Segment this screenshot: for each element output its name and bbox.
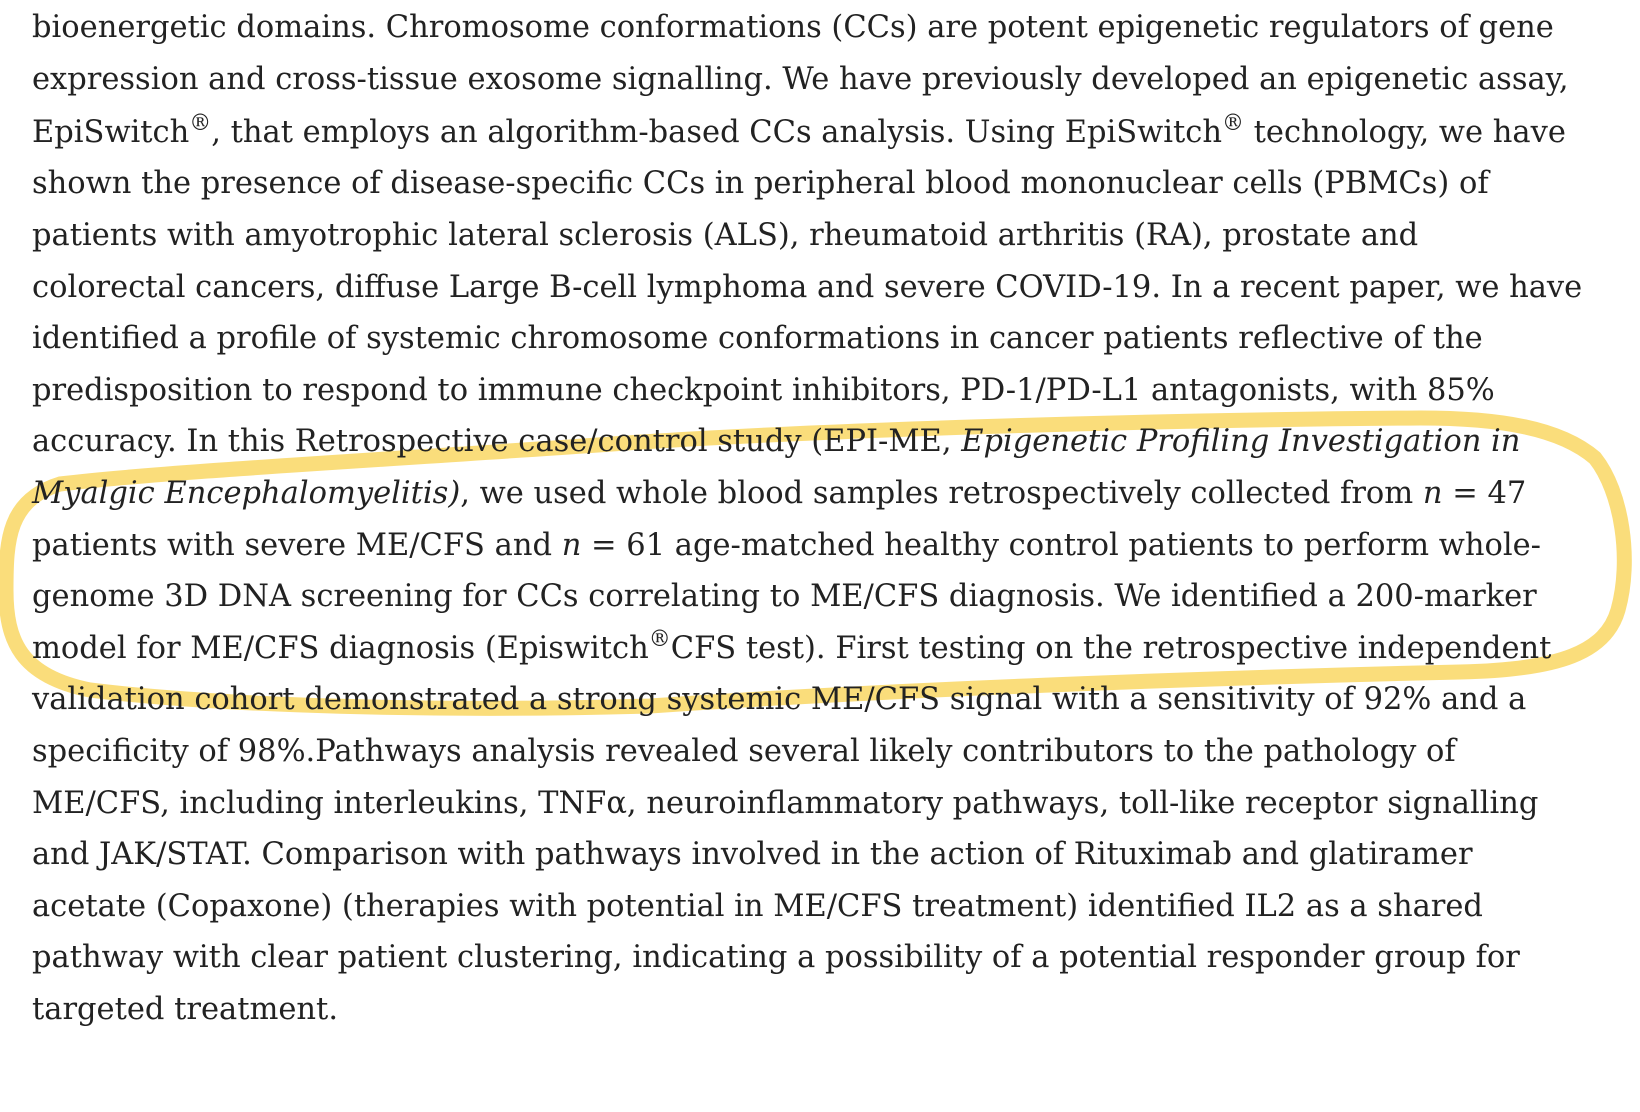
paragraph-line: colorectal cancers, diffuse Large B-cell lymphoma and severe COVID-19. In a recent paper, we have (32, 270, 1583, 305)
paragraph-line: validation cohort demonstrated a strong systemic ME/CFS signal with a sensitivity of 92% and a (32, 682, 1527, 717)
paragraph-line: genome 3D DNA screening for CCs correlating to ME/CFS diagnosis. We identified a 200-marker (32, 579, 1537, 614)
paragraph-line: accuracy. In this Retrospective case/control study (EPI-ME, Epigenetic Profiling Investigation in (32, 424, 1521, 459)
registered-mark: ® (648, 626, 671, 652)
paragraph-line: acetate (Copaxone) (therapies with potential in ME/CFS treatment) identified IL2 as a shared (32, 889, 1483, 924)
paragraph-line: patients with severe ME/CFS and n = 61 age-matched healthy control patients to perform whole- (32, 528, 1541, 563)
paragraph-line: EpiSwitch®, that employs an algorithm-based CCs analysis. Using EpiSwitch® technology, we have (32, 110, 1566, 150)
italic-study-name: Epigenetic Profiling Investigation in (961, 424, 1521, 459)
paragraph-line: pathway with clear patient clustering, indicating a possibility of a potential responder group for (32, 940, 1520, 975)
paragraph-line: shown the presence of disease-specific CCs in peripheral blood mononuclear cells (PBMCs) of (32, 166, 1489, 201)
registered-mark: ® (189, 110, 212, 136)
paragraph-line: identified a profile of systemic chromosome conformations in cancer patients reflective of the (32, 321, 1483, 356)
paragraph-line: Myalgic Encephalomyelitis), we used whole blood samples retrospectively collected from n = 47 (32, 476, 1527, 511)
italic-n: n (1422, 476, 1443, 511)
paragraph-line: bioenergetic domains. Chromosome conformations (CCs) are potent epigenetic regulators of gene (32, 10, 1554, 45)
paragraph-line: predisposition to respond to immune checkpoint inhibitors, PD-1/PD-L1 antagonists, with 85% (32, 373, 1495, 408)
paragraph-line: targeted treatment. (32, 992, 339, 1027)
paragraph-line: and JAK/STAT. Comparison with pathways involved in the action of Rituximab and glatiramer (32, 837, 1473, 872)
paragraph-line: specificity of 98%.Pathways analysis revealed several likely contributors to the pathology of (32, 734, 1456, 769)
paragraph-line: patients with amyotrophic lateral sclerosis (ALS), rheumatoid arthritis (RA), prostate and (32, 218, 1419, 253)
registered-mark: ® (1222, 110, 1244, 136)
paragraph-line: model for ME/CFS diagnosis (Episwitch®CFS test). First testing on the retrospective independent (32, 626, 1552, 666)
italic-study-name: Myalgic Encephalomyelitis) (32, 476, 461, 511)
paragraph-line: expression and cross-tissue exosome signalling. We have previously developed an epigenetic assay, (32, 62, 1569, 97)
paragraph-line: ME/CFS, including interleukins, TNFα, neuroinflammatory pathways, toll-like receptor signalling (32, 786, 1539, 821)
italic-n: n (561, 528, 582, 563)
